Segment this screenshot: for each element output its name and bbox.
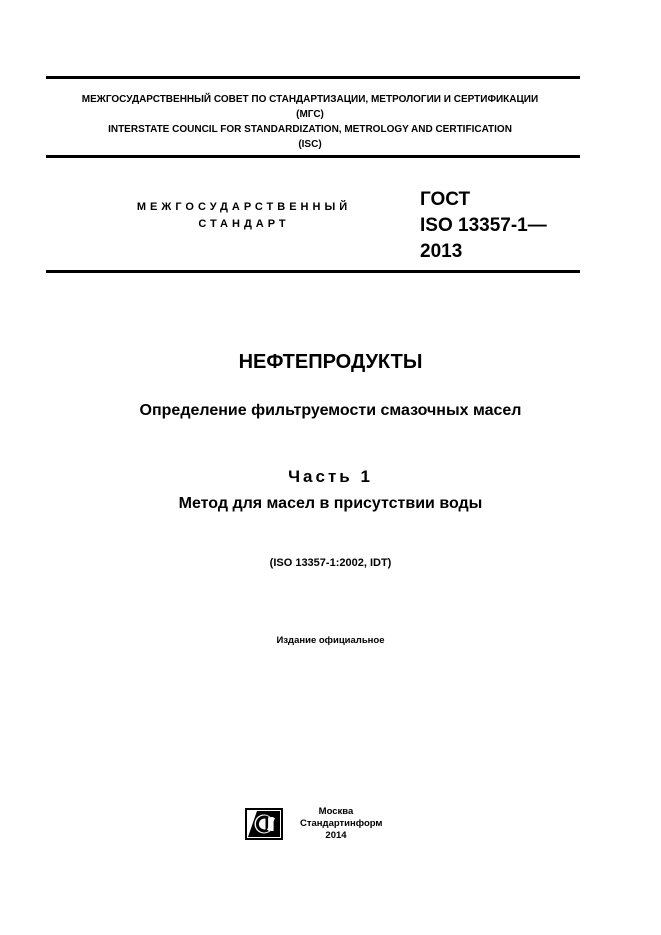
designation-line3: 2013	[420, 241, 463, 262]
council-ru-abbr: (МГС)	[296, 109, 324, 120]
standard-kind	[110, 199, 378, 233]
standartinform-logo-icon	[245, 808, 283, 840]
standard-kind-line2: СТАНДАРТ	[198, 218, 290, 230]
council-ru-name: МЕЖГОСУДАРСТВЕННЫЙ СОВЕТ ПО СТАНДАРТИЗАЦИИ, МЕТРОЛОГИИ И СЕРТИФИКАЦИИ	[81, 94, 539, 105]
document-subtitle: Определение фильтруемости смазочных масел	[139, 402, 522, 419]
council-en-name: INTERSTATE COUNCIL FOR STANDARDIZATION, METROLOGY AND CERTIFICATION	[108, 124, 512, 135]
designation-rule	[46, 270, 580, 273]
part-title: Метод для масел в присутствии воды	[178, 495, 483, 512]
council-en-abbr: (ISC)	[298, 139, 322, 150]
standard-kind-line1: МЕЖГОСУДАРСТВЕННЫЙ	[136, 201, 352, 213]
imprint-year: 2014	[325, 830, 347, 841]
imprint	[300, 806, 383, 842]
top-rule	[46, 76, 580, 79]
designation-line2: ISO 13357-1—	[420, 215, 547, 236]
document-title: НЕФТЕПРОДУКТЫ	[238, 351, 423, 373]
equivalence-note: (ISO 13357-1:2002, IDT)	[269, 557, 392, 569]
imprint-city: Москва	[318, 806, 354, 817]
edition-note: Издание официальное	[276, 635, 385, 646]
council-header	[40, 92, 580, 152]
council-rule	[46, 155, 580, 158]
designation-line1: ГОСТ	[420, 189, 471, 210]
imprint-publisher: Стандартинформ	[300, 818, 383, 829]
standard-designation	[420, 187, 547, 265]
part-label: Часть 1	[288, 467, 373, 486]
